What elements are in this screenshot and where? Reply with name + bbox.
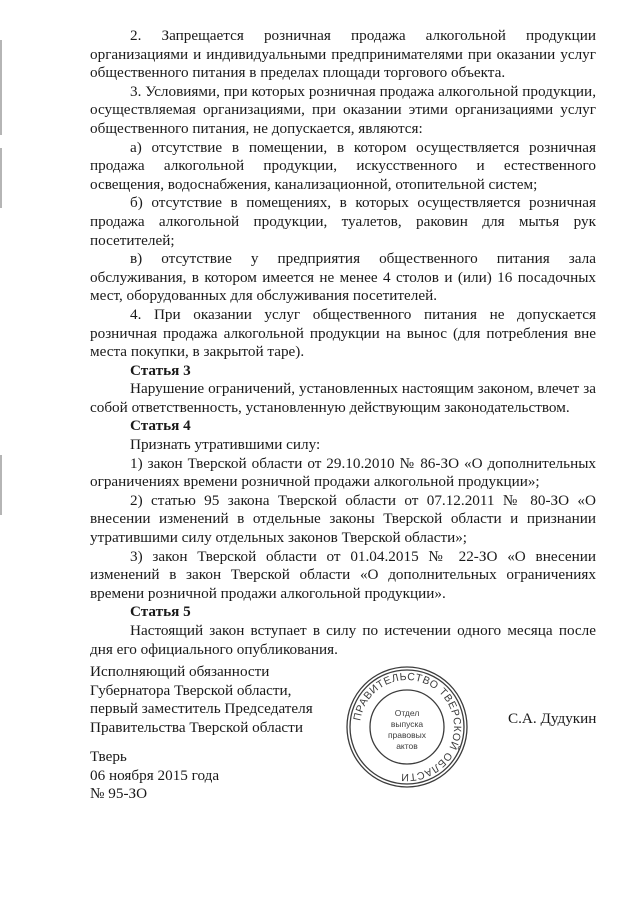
- paragraph-item-2: 2. Запрещается розничная продажа алкогольной продукции организациями и индивидуальными предпринимателями при оказании услуг общественного питания в пределах площади торгового объекта.: [90, 27, 596, 82]
- paragraph-item-3b: б) отсутствие в помещениях, в которых осуществляется розничная продажа алкогольной продукции, туалетов, раковин для мытья рук посетителей;: [90, 194, 596, 249]
- heading-article-4: Статья 4: [130, 417, 191, 435]
- signatory-title-line: Правительства Тверской области: [90, 718, 303, 736]
- footer-law-number: № 95-ЗО: [90, 785, 148, 803]
- paragraph-article-4-intro: Признать утратившими силу:: [130, 436, 321, 454]
- signatory-title-line: Губернатора Тверской области,: [90, 681, 292, 699]
- footer-city: Тверь: [90, 748, 127, 765]
- paragraph-article-3: Нарушение ограничений, установленных настоящим законом, влечет за собой ответственность, установленную действующим законодательством.: [90, 380, 596, 416]
- paragraph-item-3c: в) отсутствие у предприятия общественного питания зала обслуживания, в котором имеется не менее 4 столов и (или) 16 посадочных мест, оборудованных для обслуживания посетителей.: [90, 250, 596, 305]
- scan-edge-mark: [0, 148, 2, 208]
- paragraph-article-4-1: 1) закон Тверской области от 29.10.2010 № 86-ЗО «О дополнительных ограничениях времени розничной продажи алкогольной продукции»;: [90, 454, 596, 491]
- paragraph-item-4: 4. При оказании услуг общественного питания не допускается розничная продажа алкогольной продукции на вынос (для потребления вне места покупки, в закрытой таре).: [90, 305, 596, 361]
- scan-edge-mark: [0, 455, 2, 515]
- signatory-name: С.А. Дудукин: [508, 710, 597, 727]
- official-stamp: [342, 662, 472, 792]
- paragraph-item-3a: а) отсутствие в помещении, в котором осуществляется розничная продажа алкогольной продукции, искусственного и естественного освещения, водоснабжения, канализационной, отопительной систем;: [90, 138, 596, 193]
- law-body: [90, 27, 596, 659]
- stamp-center-line: выпуска: [390, 719, 424, 729]
- stamp-ring-text: ПРАВИТЕЛЬСТВО ТВЕРСКОЙ ОБЛАСТИ: [351, 670, 464, 784]
- paragraph-article-5: Настоящий закон вступает в силу по истечении одного месяца после дня его официального опубликования.: [90, 622, 596, 658]
- stamp-center-line: Отдел: [394, 708, 420, 718]
- footer-date: 06 ноября 2015 года: [90, 766, 220, 784]
- signatory-title-block: [90, 663, 313, 737]
- paragraph-article-4-3: 3) закон Тверской области от 01.04.2015 № 22-ЗО «О внесении изменений в закон Тверской области «О дополнительных ограничениях времени розничной продажи алкогольной продукции».: [90, 547, 596, 602]
- heading-article-3: Статья 3: [130, 361, 191, 379]
- paragraph-item-3: 3. Условиями, при которых розничная продажа алкогольной продукции, осуществляемая организациями, при оказании этими организациями услуг общественного питания, не допускается, являются:: [90, 82, 596, 137]
- paragraph-article-4-2: 2) статью 95 закона Тверской области от 07.12.2011 № 80-ЗО «О внесении изменений в отдельные законы Тверской области и признании утратившими силу отдельных законов Тверской области»;: [90, 491, 596, 547]
- document-footer: [90, 748, 219, 804]
- signatory-title-line: Исполняющий обязанности: [90, 663, 270, 680]
- stamp-center-line: правовых: [387, 730, 427, 740]
- stamp-center-line: актов: [396, 741, 418, 751]
- scan-edge-mark: [0, 40, 2, 135]
- signatory-title-line: первый заместитель Председателя: [90, 700, 313, 718]
- heading-article-5: Статья 5: [130, 603, 191, 621]
